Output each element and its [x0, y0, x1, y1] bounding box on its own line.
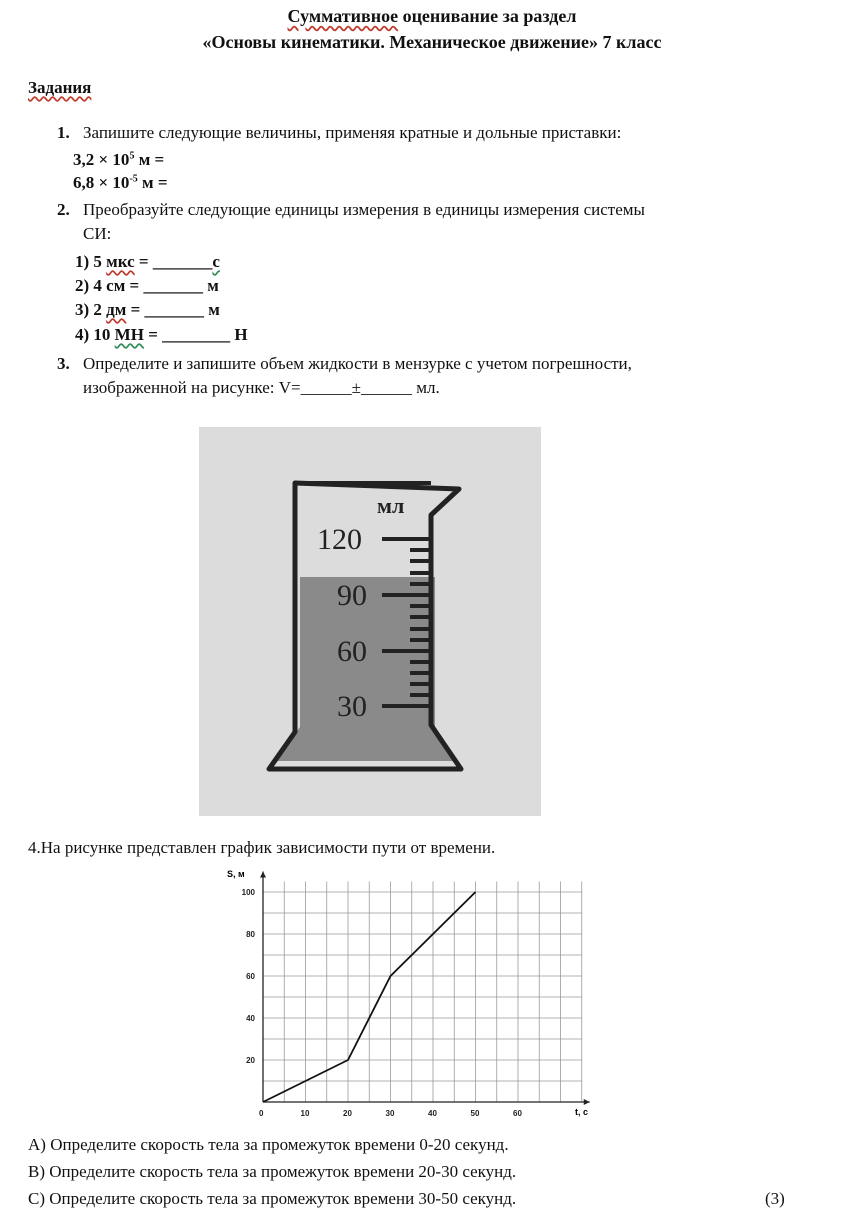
task2-text-line1: Преобразуйте следующие единицы измерения в единицы измерения системы [83, 200, 645, 219]
task3-text-line1: Определите и запишите объем жидкости в мензурке с учетом погрешности, [83, 354, 632, 373]
y-tick-label: 20 [246, 1056, 255, 1065]
task1-prompt [57, 123, 621, 143]
task3-number: 3. [57, 354, 70, 373]
task1-text: Запишите следующие величины, применяя кратные и дольные приставки: [83, 123, 622, 142]
x-tick-label: 30 [385, 1109, 395, 1118]
scale-label-90: 90 [337, 579, 367, 612]
scale-label-60: 60 [337, 635, 367, 668]
x-tick-label: 0 [259, 1109, 264, 1118]
chart-grid [263, 882, 582, 1103]
measuring-cylinder-photo [199, 427, 541, 816]
y-tick-label: 40 [246, 1014, 255, 1023]
document-title [0, 6, 864, 27]
x-tick-label: 50 [470, 1109, 480, 1118]
x-tick-label: 60 [513, 1109, 522, 1118]
task2-item-2: 2) 4 см = _______ м [75, 276, 219, 295]
question-b: B) Определите скорость тела за промежуток времени 20-30 секунд. [28, 1162, 517, 1181]
task2-text-line2: СИ: [83, 224, 112, 243]
section-label: Задания [28, 78, 92, 97]
x-axis-arrow [584, 1099, 590, 1105]
task2-item-1: 1) 5 мкс = _______с [75, 252, 220, 271]
x-tick-label: 10 [300, 1109, 310, 1118]
title-rest: оценивание за раздел [398, 6, 577, 26]
task2-number: 2. [57, 200, 70, 219]
chart-axes [260, 872, 590, 1106]
task1-number: 1. [57, 123, 70, 142]
y-tick-label: 60 [246, 972, 255, 981]
title-word-underlined: Суммативное [287, 6, 399, 26]
y-axis-arrow [260, 872, 266, 878]
task1-line1: $3,2 \times 10^5$ м = [73, 150, 165, 169]
question-c: C) Определите скорость тела за промежуток времени 30-50 секунд. [28, 1189, 517, 1208]
chart-ylabel: S, м [227, 869, 245, 879]
x-tick-label: 40 [428, 1109, 437, 1118]
chart-xlabel: t, c [575, 1107, 589, 1117]
chart-tick-labels [242, 888, 523, 1118]
task2-item-4: 4) 10 МН = ________ Н [75, 325, 248, 344]
distance-time-chart [215, 865, 605, 1127]
cylinder-unit-label: мл [377, 493, 405, 518]
question-a: A) Определите скорость тела за промежуток времени 0-20 секунд. [28, 1135, 509, 1154]
task3-text-line2: изображенной на рисунке: V=______±______ мл. [83, 378, 440, 397]
task2-item-3: 3) 2 дм = _______ м [75, 300, 220, 319]
x-tick-label: 20 [343, 1109, 352, 1118]
scale-label-30: 30 [337, 690, 367, 723]
task2-prompt [57, 200, 645, 220]
score-label: (3) [765, 1189, 785, 1208]
scale-label-120: 120 [317, 523, 362, 556]
task1-line2: $6,8 \times 10^{-5}$ м = [73, 173, 168, 192]
task4-heading: 4.На рисунке представлен график зависимости пути от времени. [28, 838, 496, 857]
document-subtitle: «Основы кинематики. Механическое движение» 7 класс [202, 32, 662, 52]
y-tick-label: 100 [241, 888, 255, 897]
y-tick-label: 80 [246, 930, 255, 939]
task3-prompt [57, 354, 632, 374]
